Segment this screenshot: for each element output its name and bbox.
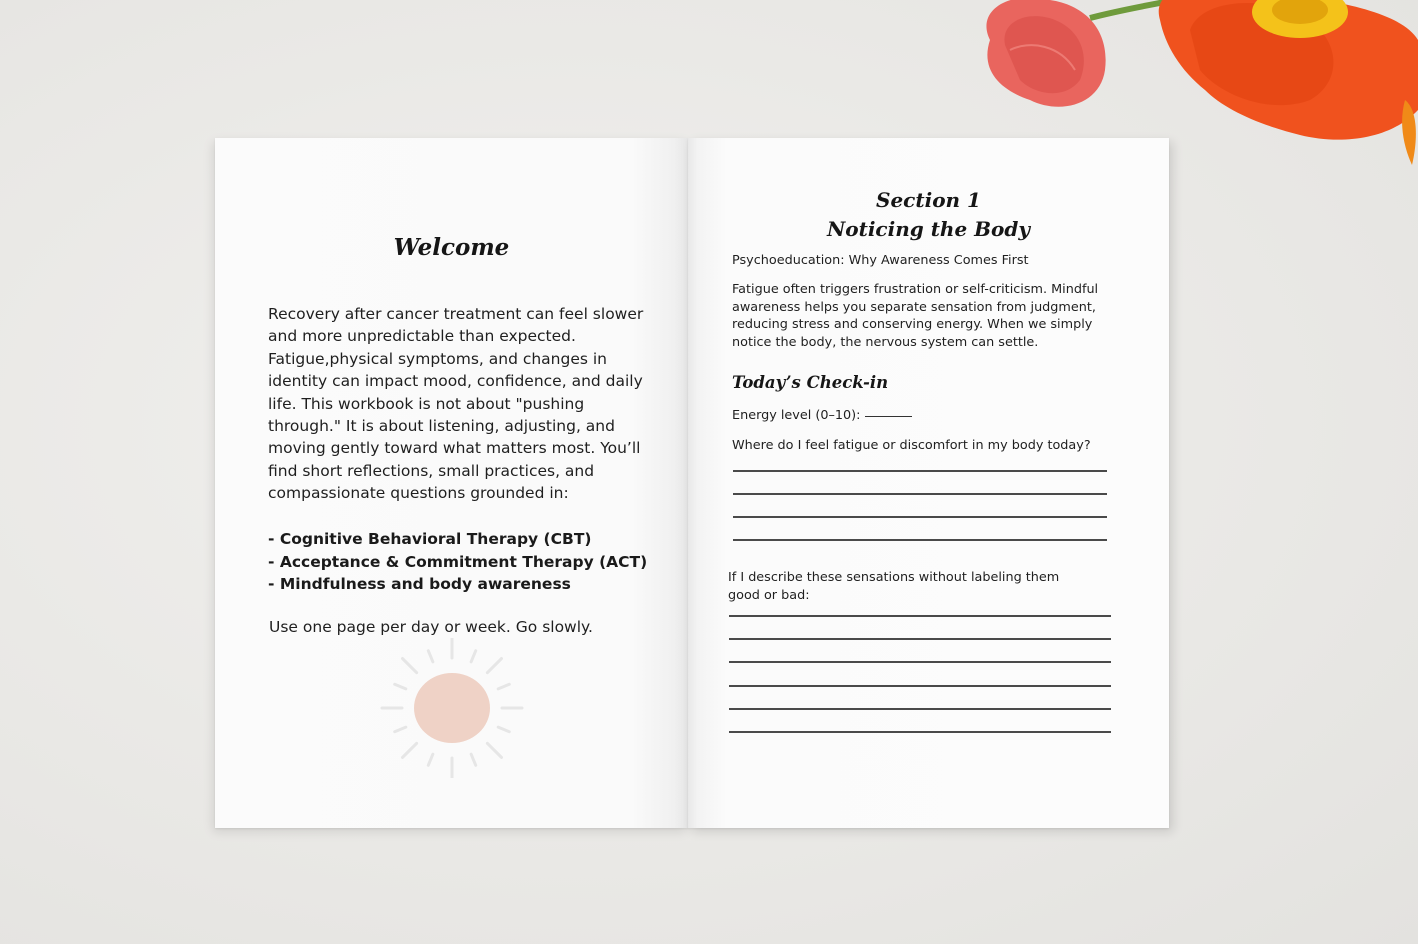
intro-paragraph: Recovery after cancer treatment can feel slower and more unpredictable than expected. Fatigue,physical symptoms, and changes in identity can impact mood, confidence, and daily life. This workbook is not about "pushing through." It is about listening, adjusting, and moving gently toward what matters most. You’ll find short reflections, small practices, and compassionate questions grounded in: (268, 305, 644, 503)
answer-line (729, 708, 1111, 710)
answer-line (729, 638, 1111, 640)
open-booklet (215, 138, 1169, 828)
closing-line: Use one page per day or week. Go slowly. (269, 618, 593, 636)
sun-ray (395, 684, 406, 689)
therapy-approaches-list (268, 528, 648, 596)
checkin-title: Today’s Check-in (732, 373, 889, 392)
energy-level-label: Energy level (0–10): (732, 408, 861, 423)
answer-line (729, 661, 1111, 663)
energy-level-prompt (732, 408, 912, 423)
welcome-title: Welcome (393, 234, 510, 261)
sun-ray (403, 659, 417, 673)
answer-line (733, 470, 1107, 472)
fatigue-location-question: Where do I feel fatigue or discomfort in my body today? (732, 438, 1091, 453)
answer-line (729, 731, 1111, 733)
psychoeducation-heading: Psychoeducation: Why Awareness Comes First (732, 253, 1029, 268)
section-name: Noticing the Body (826, 217, 1031, 241)
sun-ray (395, 727, 406, 732)
sun-ray (403, 743, 417, 757)
sun-ray (471, 651, 476, 662)
section-heading (688, 186, 1169, 244)
sun-ray (487, 659, 501, 673)
answer-line (733, 493, 1107, 495)
sensation-description-question: If I describe these sensations without labeling them good or bad: (728, 570, 1060, 603)
orange-poppy (1159, 0, 1418, 165)
sun-ray (471, 754, 476, 765)
sun-icon (377, 638, 527, 778)
answer-line (733, 539, 1107, 541)
pink-poppy (986, 0, 1105, 107)
sun-ray (428, 754, 433, 765)
sun-ray (498, 727, 509, 732)
answer-line (729, 615, 1111, 617)
answer-line (729, 685, 1111, 687)
approach-act: - Acceptance & Commitment Therapy (ACT) (268, 552, 648, 571)
psychoeducation-body: Fatigue often triggers frustration or self-criticism. Mindful awareness helps you separate sensation from judgment, reducing stress and conserving energy. When we simply notice the body, the nervous system can settle. (732, 282, 1099, 350)
sun-ray (428, 651, 433, 662)
sun-ray (487, 743, 501, 757)
approach-cbt: - Cognitive Behavioral Therapy (CBT) (268, 530, 592, 548)
energy-level-blank (865, 416, 912, 417)
approach-mindfulness: - Mindfulness and body awareness (268, 575, 571, 594)
sun-ray (498, 684, 509, 689)
answer-line (733, 516, 1107, 518)
section-number: Section 1 (876, 188, 981, 212)
